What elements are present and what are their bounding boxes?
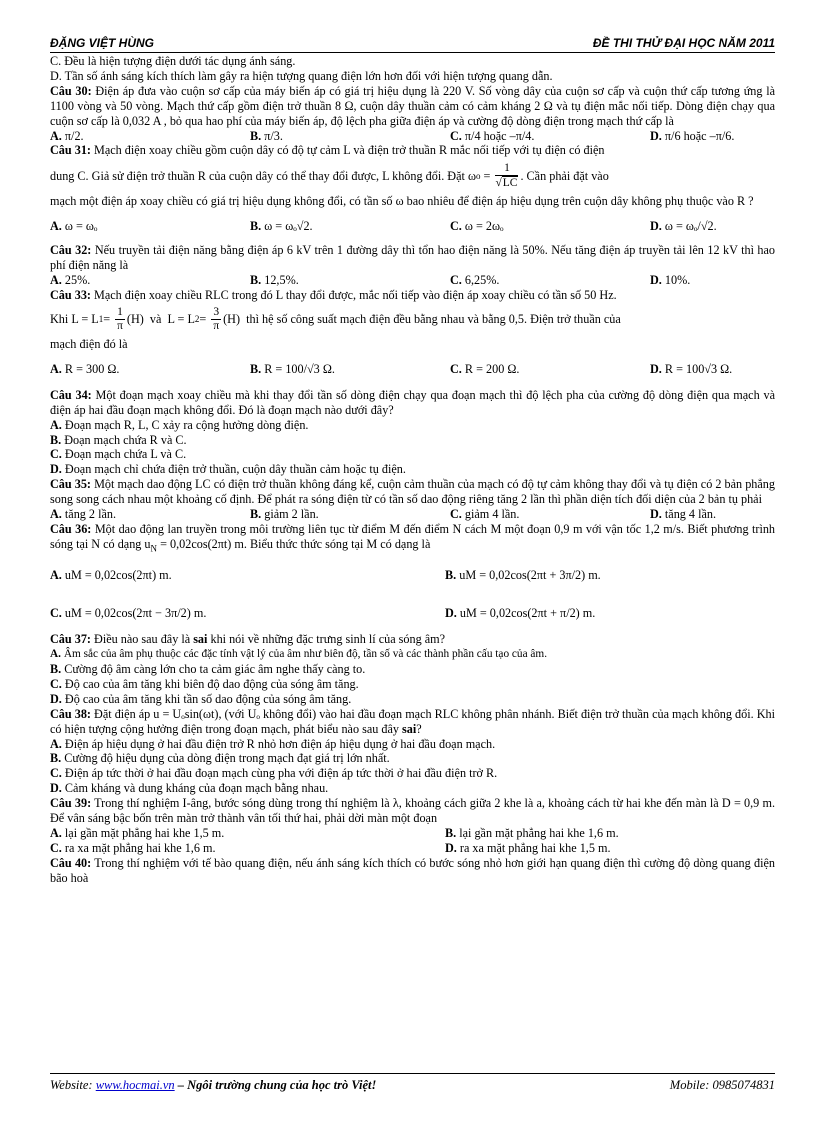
q34-option-c: C. Đoạn mạch chứa L và C.	[50, 447, 187, 462]
q39-options-ab	[50, 826, 775, 841]
q31-omega-formula: $\frac{1}{√LC}$	[495, 162, 518, 190]
q29-option-c: C. Đều là hiện tượng điện dưới tác dụng ánh sáng.	[50, 54, 296, 68]
header-title: ĐỀ THI THỬ ĐẠI HỌC NĂM 2011	[592, 36, 775, 50]
q31-option-d: D. ω = ωₒ/√2.	[650, 218, 717, 233]
q30-option-b: B. π/3.	[250, 128, 283, 143]
q30-option-d: D. π/6 hoặc –π/6.	[650, 128, 735, 143]
q31-option-a: A. ω = ωₒ	[50, 218, 98, 233]
q30-option-a: A. π/2.	[50, 128, 84, 143]
q32-option-b: B. 12,5%.	[250, 273, 299, 288]
q36-options-cd	[50, 594, 775, 632]
q38-stem: Câu 38: Đặt điện áp u = Uₒsin(ωt), (với Uₒ không đổi) vào hai đầu đoạn mạch RLC không phân nhánh. Biết điện trở thuần của mạch không đổi. Khi có hiện tượng cộng hưởng điện trong đoạn mạch, phát biểu nào sau đây sai?	[50, 706, 775, 736]
q31-stem-3: mạch một điện áp xoay chiều có giá trị hiệu dụng không đổi, có tần số ω bao nhiêu để điện áp hiệu dụng trên cuộn dây không phụ thuộc vào R ?	[50, 194, 754, 209]
website-link[interactable]: www.hocmai.vn	[95, 1078, 175, 1092]
q39-option-a: A. lại gần mặt phẳng hai khe 1,5 m.	[50, 825, 225, 840]
q38-option-a: A. Điện áp hiệu dụng ở hai đầu điện trở R nhỏ hơn điện áp hiệu dụng ở hai đầu đoạn mạch.	[50, 736, 496, 751]
q39-stem: Câu 39: Trong thí nghiệm I-âng, bước sóng dùng trong thí nghiệm là λ, khoảng cách giữa 2 khe là a, khoảng cách từ hai khe đến màn là D = 0,9 m. Để vân sáng bậc bốn trên màn trở thành vân tối thứ hai, phải dời màn một đoạn	[50, 796, 776, 826]
q35-option-d: D. tăng 4 lần.	[650, 507, 717, 522]
q35-options	[50, 507, 775, 522]
q36-option-c: C. uM = 0,02cos(2πt − 3π/2) m.	[50, 605, 207, 620]
header-author: ĐẶNG VIỆT HÙNG	[50, 36, 155, 50]
q33-option-a: A. R = 300 Ω.	[50, 362, 120, 377]
q31-stem-1: Câu 31: Mạch điện xoay chiều gồm cuộn dây có độ tự cảm L và điện trở thuần R mắc nối tiếp với tụ điện có điện	[50, 143, 605, 158]
q30-options	[50, 129, 775, 144]
q30-stem: Câu 30: Điện áp đưa vào cuộn sơ cấp của máy biến áp có giá trị hiệu dụng là 220 V. Số vòng dây của cuộn sơ cấp và cuộn thứ cấp tương ứng là 1100 vòng và 50 vòng. Mạch thứ cấp gồm điện trở thuần 8 Ω, cuộn dây thuần cảm có cảm kháng 2 Ω và tụ điện mắc nối tiếp. Dòng điện chạy qua cuộn sơ cấp là 0,032 A , bỏ qua hao phí của máy biến áp, độ lệch pha giữa điện áp và cường độ dòng điện trong mạch thứ cấp là	[50, 83, 775, 128]
q32-option-a: A. 25%.	[50, 273, 91, 288]
q34-option-d: D. Đoạn mạch chỉ chứa điện trở thuần, cuộn dây thuần cảm hoặc tụ điện.	[50, 462, 406, 477]
q37-option-b: B. Cường độ âm càng lớn cho ta cảm giác âm nghe thấy càng to.	[50, 662, 366, 676]
q33-option-c: C. R = 200 Ω.	[450, 362, 520, 377]
q39-option-b: B. lại gần mặt phẳng hai khe 1,6 m.	[445, 825, 619, 840]
q32-option-d: D. 10%.	[650, 273, 691, 288]
q33-option-b: B. R = 100/√3 Ω.	[250, 362, 335, 377]
q32-options	[50, 273, 775, 288]
q38-option-b: B. Cường độ hiệu dụng của dòng điện trong mạch đạt giá trị lớn nhất.	[50, 751, 390, 766]
q32-stem: Câu 32: Nếu truyền tải điện năng bằng điện áp 6 kV trên 1 đường dây thì tổn hao điện năng là 50%. Nếu tăng điện áp truyền tải lên 12 kV thì hao phí điện năng là	[50, 243, 776, 273]
q36-stem: Câu 36: Một dao động lan truyền trong môi trường liên tục từ điểm M đến điểm N cách M một đoạn 0,9 m với vận tốc 1,2 m/s. Biết phương trình sóng tại N có dạng $u_N = 0,02\cos(2\pi t)$ m. Biểu thức thức sóng tại M có dạng là	[50, 521, 776, 554]
q35-option-c: C. giảm 4 lần.	[450, 507, 520, 522]
footer-website: Website: www.hocmai.vn – Ngôi trường chung của học trò Việt!	[50, 1078, 377, 1092]
q35-stem: Câu 35: Một mạch dao động LC có điện trở thuần không đáng kể, cuộn cảm thuần của mạch có độ tự cảm không thay đổi và tụ điện có 2 bản phẳng song song cách nhau một khoảng cố định. Để phát ra sóng điện từ có tần số dao động riêng tăng 2 lần thì phần diện tích đối diện của 2 bản tụ phải	[50, 477, 775, 507]
q30-option-c: C. π/4 hoặc –π/4.	[450, 128, 535, 143]
q32-option-c: C. 6,25%.	[450, 273, 500, 288]
q33-stem-3: mạch điện đó là	[50, 336, 128, 351]
q37-option-a: A. Âm sắc của âm phụ thuộc các đặc tính vật lý của âm như biên độ, tần số và các thành phần cấu tạo của âm.	[50, 648, 548, 661]
q39-options-cd	[50, 841, 775, 856]
q38-option-c: C. Điện áp tức thời ở hai đầu đoạn mạch cùng pha với điện áp tức thời ở hai đầu điện trở R.	[50, 766, 498, 781]
q31-options	[50, 209, 775, 243]
q29-option-d: D. Tần số ánh sáng kích thích làm gây ra hiện tượng quang điện lớn hơn đối với hiện tượng quang dẫn.	[50, 68, 553, 83]
q34-stem: Câu 34: Một đoạn mạch xoay chiều mà khi thay đổi tần số dòng điện chạy qua đoạn mạch thì độ lệch pha của cường độ dòng điện qua mạch và điện áp hai đầu đoạn mạch không đổi. Đó là đoạn mạch nào dưới đây?	[50, 387, 775, 417]
exam-body	[50, 54, 775, 886]
q40-stem: Câu 40: Trong thí nghiệm với tế bào quang điện, nếu ánh sáng kích thích có bước sóng nhỏ hơn giới hạn quang điện thì cường độ dòng quang điện bão hoà	[50, 855, 776, 885]
q38-option-d: D. Cảm kháng và dung kháng của đoạn mạch bằng nhau.	[50, 781, 329, 796]
q31-stem-2: dung C. Giả sử điện trở thuần R của cuộn dây có thể thay đổi được, L không đổi. Đặt ω o = $\frac{1}{√LC}$ . Cần phải đặt vào	[50, 162, 609, 190]
page-footer	[50, 1073, 775, 1093]
q35-option-a: A. tăng 2 lần.	[50, 507, 117, 522]
q31-option-b: B. ω = ωₒ√2.	[250, 218, 313, 233]
q37-stem: Câu 37: Điều nào sau đây là sai khi nói về những đặc trưng sinh lí của sóng âm?	[50, 632, 446, 647]
q33-option-d: D. R = 100√3 Ω.	[650, 362, 733, 377]
q36-option-b: B. uM = 0,02cos(2πt + 3π/2) m.	[445, 567, 601, 582]
q37-option-d: D. Độ cao của âm tăng khi tần số dao động của sóng âm tăng.	[50, 691, 352, 706]
q31-option-c: C. ω = 2ωₒ	[450, 218, 504, 233]
q33-stem-1: Câu 33: Mạch điện xoay chiều RLC trong đó L thay đổi được, mắc nối tiếp vào điện áp xoay chiều có tần số 50 Hz.	[50, 287, 617, 302]
exam-page	[50, 36, 775, 886]
q39-option-d: D. ra xa mặt phẳng hai khe 1,5 m.	[445, 840, 611, 855]
q34-option-b: B. Đoạn mạch chứa R và C.	[50, 432, 187, 447]
q33-options	[50, 352, 775, 388]
footer-mobile: Mobile: 0985074831	[669, 1078, 775, 1092]
q36-options-ab	[50, 556, 775, 594]
page-header	[50, 36, 775, 53]
q35-option-b: B. giảm 2 lần.	[250, 507, 319, 522]
q39-option-c: C. ra xa mặt phẳng hai khe 1,6 m.	[50, 840, 216, 855]
q36-option-a: A. uM = 0,02cos(2πt) m.	[50, 567, 172, 582]
q36-option-d: D. uM = 0,02cos(2πt + π/2) m.	[445, 605, 596, 620]
q33-stem-2: Khi L = L 1 = $\frac{1}{\pi}$ (H) và L = L 2 = $\frac{3}{\pi}$ (H) thì hệ số công suất mạch điện đều bằng nhau và bằng 0,5. Điện trở thuần của	[50, 306, 621, 333]
q34-option-a: A. Đoạn mạch R, L, C xảy ra cộng hưởng dòng điện.	[50, 417, 309, 432]
q37-option-c: C. Độ cao của âm tăng khi biên độ dao động của sóng âm tăng.	[50, 676, 359, 691]
